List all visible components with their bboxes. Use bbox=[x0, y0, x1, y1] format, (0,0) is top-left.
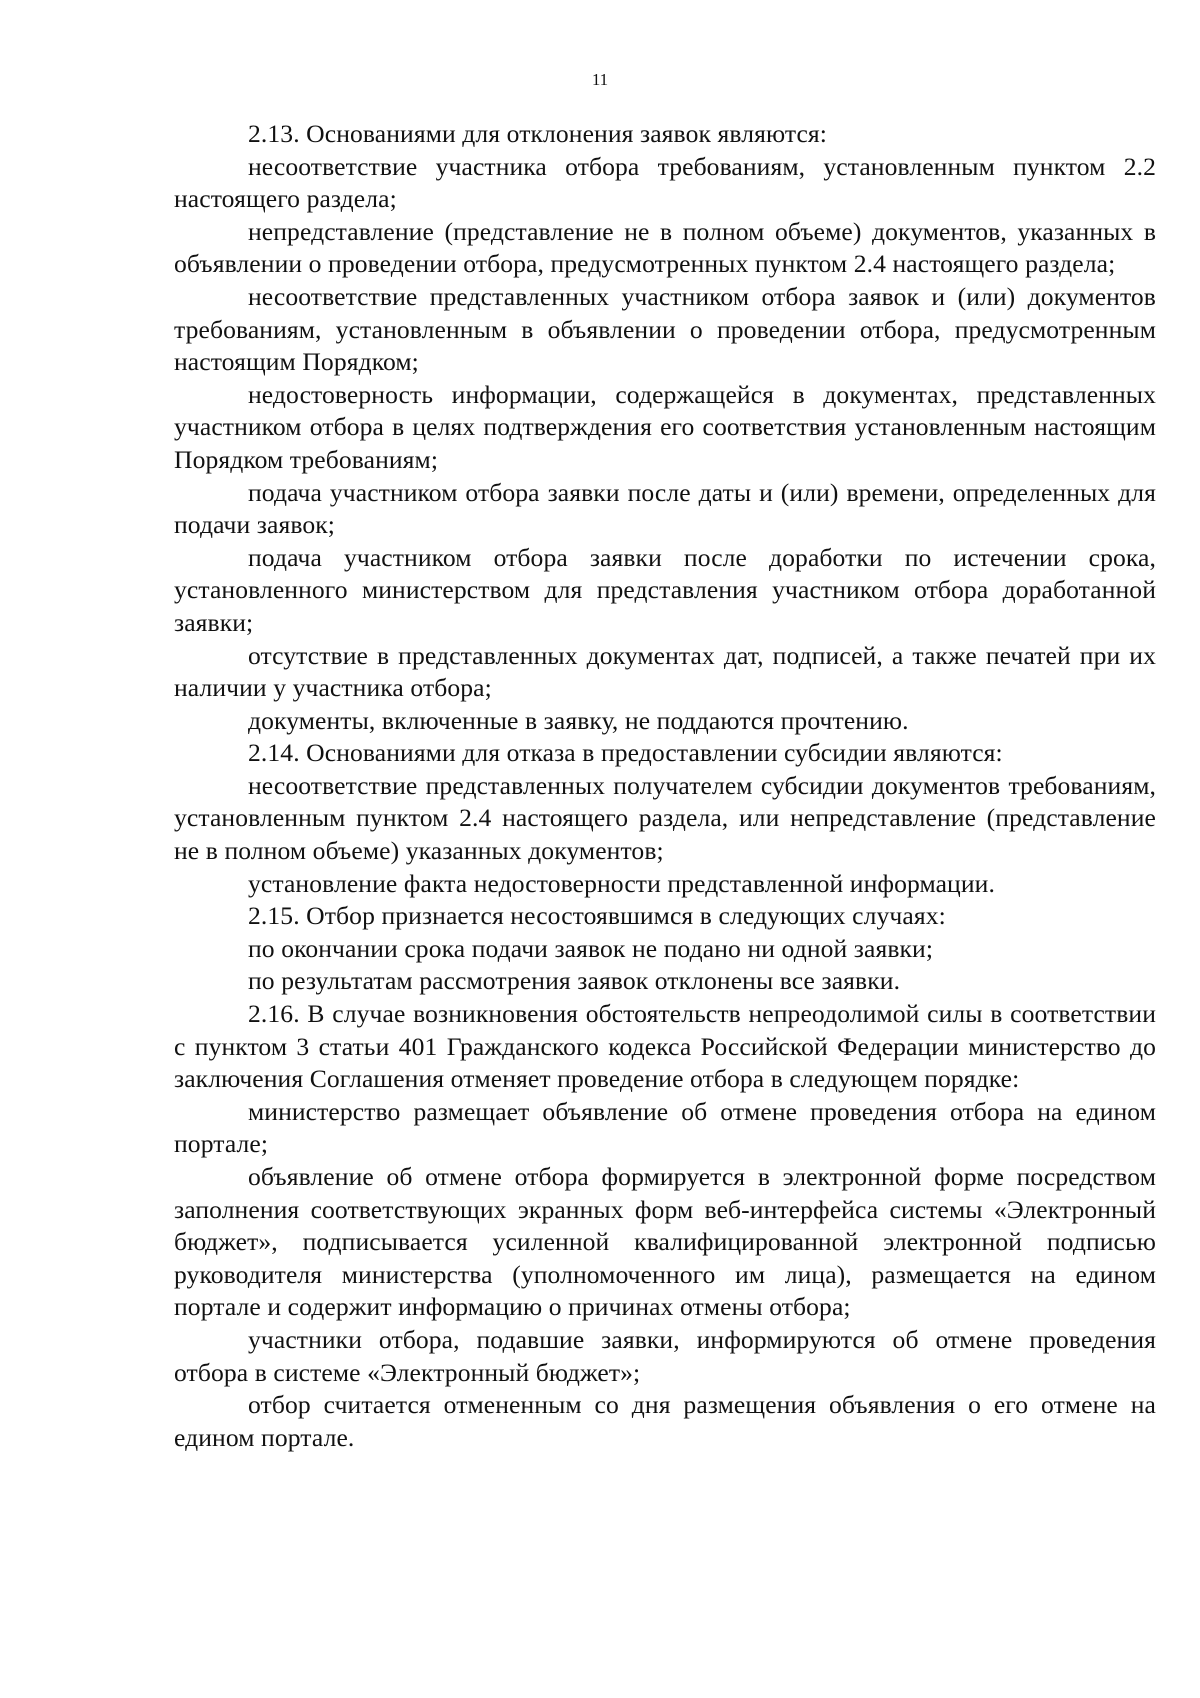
paragraph: по окончании срока подачи заявок не подано ни одной заявки; bbox=[248, 933, 934, 963]
paragraph-2-13-heading: 2.13. Основаниями для отклонения заявок являются: bbox=[248, 119, 827, 148]
paragraph: министерство размещает объявление об отмене проведения отбора на едином портале; bbox=[174, 1096, 1156, 1159]
paragraph: подача участником отбора заявки после доработки по истечении срока, установленного министерством для представления участником отбора доработанной заявки; bbox=[174, 542, 1156, 637]
paragraph-2-14-heading: 2.14. Основаниями для отказа в предоставлении субсидии являются: bbox=[248, 738, 1003, 768]
paragraph: документы, включенные в заявку, не поддаются прочтению. bbox=[248, 705, 909, 735]
paragraph: недостоверность информации, содержащейся в документах, представленных участником отбора в целях подтверждения его соответствия установленным настоящим Порядком требованиям; bbox=[174, 379, 1156, 474]
paragraph: подача участником отбора заявки после даты и (или) времени, определенных для подачи заявок; bbox=[174, 477, 1156, 540]
paragraph: несоответствие представленных получателем субсидии документов требованиям, установленным пунктом 2.4 настоящего раздела, или непредставление (представление не в полном объеме) указанных документов; bbox=[174, 770, 1156, 866]
paragraph: отбор считается отмененным со дня размещения объявления о его отмене на едином портале. bbox=[174, 1390, 1156, 1452]
paragraph: непредставление (представление не в полном объеме) документов, указанных в объявлении о проведении отбора, предусмотренных пунктом 2.4 настоящего раздела; bbox=[174, 216, 1156, 279]
paragraph: несоответствие участника отбора требованиям, установленным пунктом 2.2 настоящего раздела; bbox=[174, 151, 1156, 214]
paragraph: участники отбора, подавшие заявки, информируются об отмене проведения отбора в системе «Электронный бюджет»; bbox=[174, 1324, 1156, 1387]
paragraph-2-16-heading: 2.16. В случае возникновения обстоятельств непреодолимой силы в соответствии с пунктом 3 статьи 401 Гражданского кодекса Российской Федерации министерство до заключения Соглашения отменяет проведение отбора в следующем порядке: bbox=[174, 999, 1156, 1094]
paragraph: установление факта недостоверности представленной информации. bbox=[248, 868, 995, 898]
paragraph: отсутствие в представленных документах дат, подписей, а также печатей при их наличии у участника отбора; bbox=[174, 640, 1156, 703]
paragraph: объявление об отмене отбора формируется в электронной форме посредством заполнения соответствующих экранных форм веб-интерфейса системы «Электронный бюджет», подписывается усиленной квалифицированной электронной подписью руководителя министерства (уполномоченного им лица), размещается на едином портале и содержит информацию о причинах отмены отбора; bbox=[174, 1162, 1156, 1322]
paragraph-2-15-heading: 2.15. Отбор признается несостоявшимся в следующих случаях: bbox=[248, 901, 946, 931]
page-number: 11 bbox=[591, 70, 609, 89]
paragraph: несоответствие представленных участником отбора заявок и (или) документов требованиям, установленным в объявлении о проведении отбора, предусмотренным настоящим Порядком; bbox=[174, 281, 1156, 377]
paragraph: по результатам рассмотрения заявок отклонены все заявки. bbox=[248, 966, 901, 996]
document-body bbox=[174, 118, 1156, 1454]
